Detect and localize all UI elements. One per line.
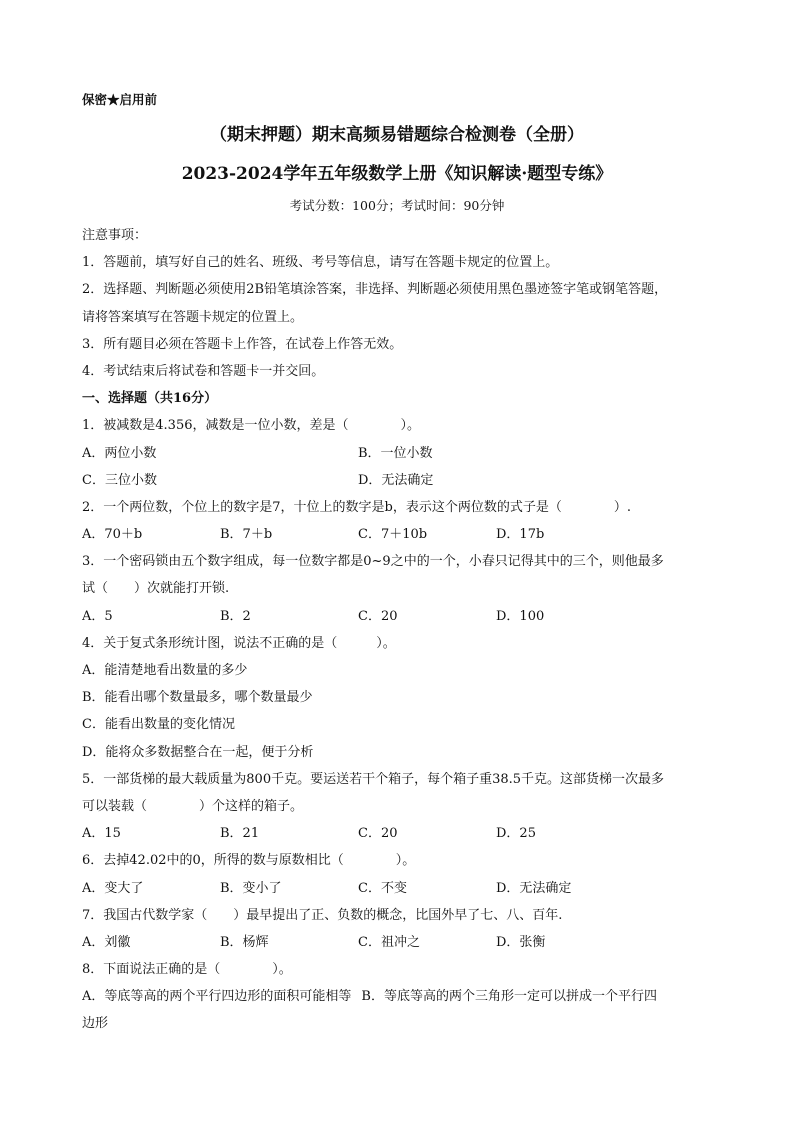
option-a: A．变大了 (82, 880, 144, 896)
question-7-options (82, 929, 722, 956)
option-a: A．两位小数 (82, 445, 157, 461)
question-3-cont: 试（ ）次就能打开锁. (82, 581, 230, 597)
option-c: C．三位小数 (82, 472, 157, 488)
note-item: 请将答案填写在答题卡规定的位置上。 (82, 309, 304, 325)
question-5-cont: 可以装载（ ）个这样的箱子。 (82, 798, 304, 814)
option-a: A．能清楚地看出数量的多少 (82, 663, 248, 678)
question-2: 2．一个两位数，个位上的数字是7，十位上的数字是b，表示这个两位数的式子是（ ）. (82, 499, 631, 515)
option-c: C．20 (358, 608, 398, 624)
note-item: 1．答题前，填写好自己的姓名、班级、考号等信息，请写在答题卡规定的位置上。 (82, 255, 559, 271)
option-d: D．无法确定 (496, 880, 572, 896)
option-b: B．7＋b (220, 527, 273, 543)
option-d: D．张衡 (496, 934, 546, 950)
option-a: A．70＋b (82, 527, 143, 543)
option-d: D．100 (496, 608, 545, 624)
option-c: C．不变 (358, 880, 407, 896)
exam-title-line1: （期末押题）期末高频易错题综合检测卷（全册） (210, 125, 584, 145)
option-b-cont: 边形 (82, 1016, 109, 1032)
question-1: 1．被减数是4.356，减数是一位小数，差是（ ）。 (82, 418, 420, 434)
exam-content (82, 222, 722, 1038)
option-a: A．5 (82, 608, 113, 624)
option-b: B．一位小数 (358, 445, 433, 461)
option-c: C．7＋10b (358, 527, 428, 543)
section-heading: 一、选择题（共16分） (82, 391, 218, 407)
notes-heading: 注意事项： (82, 228, 148, 243)
option-d: D．25 (496, 826, 536, 842)
option-a: A．等底等高的两个平行四边形的面积可能相等 (82, 989, 352, 1005)
question-3-options (82, 603, 722, 630)
option-b: B．等底等高的两个三角形一定可以拼成一个平行四 (361, 989, 657, 1005)
note-item: 2．选择题、判断题必须使用2B铅笔填涂答案，非选择、判断题必须使用黑色墨迹签字笔或钢笔答题， (82, 282, 668, 298)
option-d: D．17b (496, 527, 545, 543)
question-7: 7．我国古代数学家（ ）最早提出了正、负数的概念，比国外早了七、八、百年. (82, 907, 563, 923)
question-2-options (82, 521, 722, 548)
question-8-options (82, 983, 722, 1010)
option-b: B．变小了 (220, 880, 282, 896)
exam-info: 考试分数：100分；考试时间：90分钟 (289, 198, 505, 213)
option-a: A．刘徽 (82, 934, 131, 950)
note-item: 3．所有题目必须在答题卡上作答，在试卷上作答无效。 (82, 336, 403, 352)
note-item: 4．考试结束后将试卷和答题卡一并交回。 (82, 363, 325, 379)
option-c: C．能看出数量的变化情况 (82, 717, 235, 733)
option-b: B．21 (220, 826, 260, 842)
question-8: 8．下面说法正确的是（ ）。 (82, 962, 292, 978)
option-a: A．15 (82, 826, 121, 842)
option-d: D．无法确定 (358, 472, 434, 488)
option-c: C．20 (358, 826, 398, 842)
question-5: 5．一部货梯的最大载质量为800千克。要运送若干个箱子，每个箱子重38.5千克。这部货梯一次最多 (82, 771, 665, 787)
option-b: B．能看出哪个数量最多，哪个数量最少 (82, 690, 313, 706)
question-1-options-row (82, 440, 722, 467)
option-b: B．杨辉 (220, 934, 269, 950)
question-3: 3．一个密码锁由五个数字组成，每一位数字都是0~9之中的一个，小春只记得其中的三个，则他最多 (82, 554, 664, 570)
option-d: D．能将众多数据整合在一起，便于分析 (82, 744, 314, 760)
question-5-options (82, 820, 722, 847)
question-6: 6．去掉42.02中的0，所得的数与原数相比（ ）。 (82, 853, 416, 869)
question-4: 4．关于复式条形统计图，说法不正确的是（ ）。 (82, 635, 396, 651)
option-b: B．2 (220, 608, 251, 624)
option-c: C．祖冲之 (358, 934, 420, 950)
secret-mark: 保密★启用前 (82, 92, 158, 107)
exam-title-line2: 2023-2024学年五年级数学上册《知识解读·题型专练》 (181, 164, 613, 184)
question-1-options-row (82, 467, 722, 494)
question-6-options (82, 875, 722, 902)
